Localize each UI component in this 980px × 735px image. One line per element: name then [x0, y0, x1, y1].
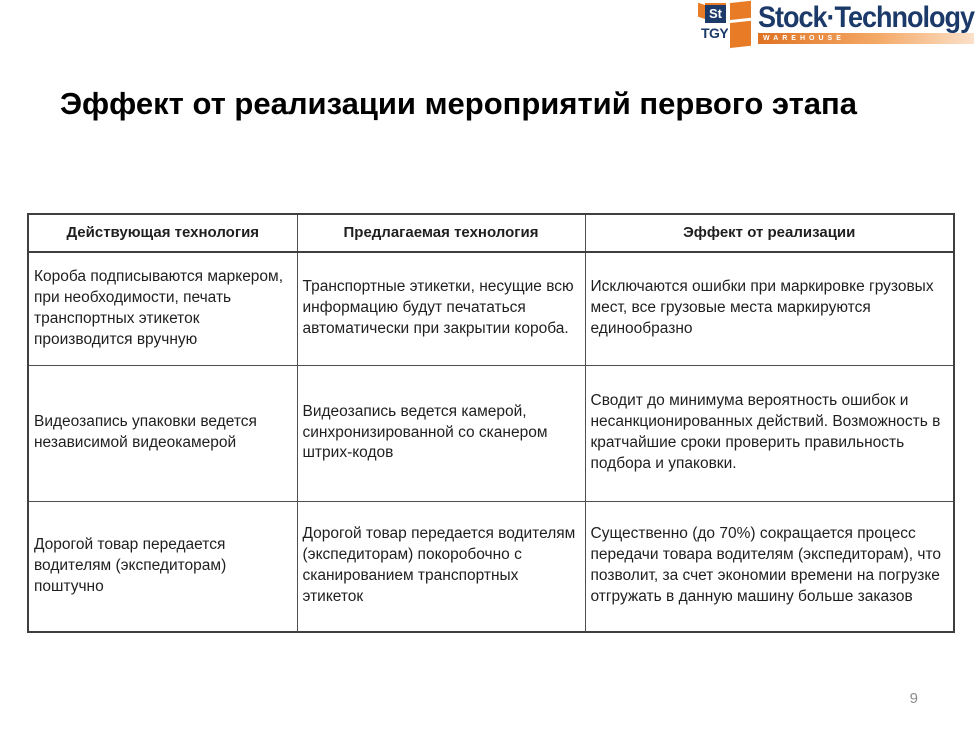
cell-proposed-labeling: Транспортные этикетки, несущие всю информацию будут печататься автоматически при закрытии короба.	[297, 252, 585, 365]
table-row	[28, 365, 954, 501]
table-header-row	[28, 214, 954, 252]
box-panel-bottom-shape	[728, 21, 751, 48]
logo-st-badge: St	[705, 3, 726, 23]
company-logo	[698, 2, 974, 48]
page-title: Эффект от реализации мероприятий первого этапа	[60, 86, 857, 121]
page-number: 9	[909, 690, 918, 707]
cell-proposed-video: Видеозапись ведется камерой, синхронизированной со сканером штрих-кодов	[297, 365, 585, 501]
logo-tgy-label: TGY	[700, 25, 729, 41]
table-row	[28, 252, 954, 365]
logo-text-block	[758, 2, 974, 44]
box-panel-top-shape	[728, 1, 751, 20]
cell-effect-video: Сводит до минимума вероятность ошибок и несанкционированных действий. Возможность в кратчайшие сроки проверить правильность подбора и упаковки.	[585, 365, 954, 501]
cell-current-handover: Дорогой товар передается водителям (экспедиторам) поштучно	[28, 501, 297, 632]
header-implementation-effect: Эффект от реализации	[585, 214, 954, 252]
cell-effect-handover: Существенно (до 70%) сокращается процесс передачи товара водителям (экспедиторам), что позволит, за счет экономии времени на погрузке отгружать в данную машину больше заказов	[585, 501, 954, 632]
cell-effect-labeling: Исключаются ошибки при маркировке грузовых мест, все грузовые места маркируются единообразно	[585, 252, 954, 365]
logo-tagline: WAREHOUSE	[758, 33, 974, 44]
cell-current-labeling: Короба подписываются маркером, при необходимости, печать транспортных этикеток производится вручную	[28, 252, 297, 365]
header-proposed-technology: Предлагаемая технология	[297, 214, 585, 252]
table-row	[28, 501, 954, 632]
cell-current-video: Видеозапись упаковки ведется независимой видеокамерой	[28, 365, 297, 501]
effect-comparison-table	[27, 213, 955, 633]
cell-proposed-handover: Дорогой товар передается водителям (экспедиторам) покоробочно с сканированием транспортных этикеток	[297, 501, 585, 632]
header-current-technology: Действующая технология	[28, 214, 297, 252]
warehouse-box-icon	[698, 2, 752, 48]
logo-brand-name: Stock·Technology	[757, 0, 974, 34]
